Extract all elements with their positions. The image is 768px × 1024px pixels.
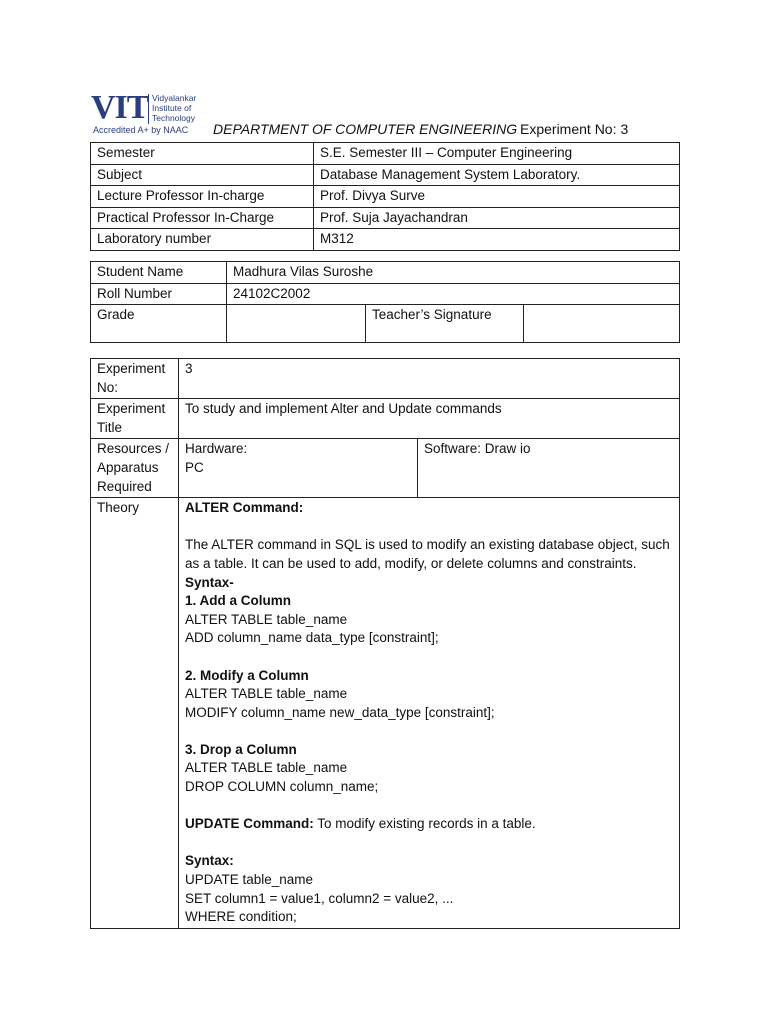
laboratory-number-value: M312 bbox=[314, 229, 680, 251]
table-row bbox=[91, 399, 680, 439]
grade-label: Grade bbox=[91, 305, 227, 343]
experiment-title-value: To study and implement Alter and Update commands bbox=[179, 399, 680, 439]
update-heading: UPDATE Command: bbox=[185, 816, 314, 832]
experiment-title-label bbox=[91, 399, 179, 439]
code-line: ALTER TABLE table_name bbox=[185, 760, 348, 776]
teacher-signature-label: Teacher’s Signature bbox=[366, 305, 524, 343]
lecture-professor-label: Lecture Professor In-charge bbox=[91, 186, 314, 208]
logo-name-line: Vidyalankar bbox=[152, 93, 197, 103]
label-line: No: bbox=[97, 379, 119, 395]
modify-column-heading: 2. Modify a Column bbox=[185, 667, 309, 683]
table-row bbox=[91, 305, 680, 343]
hardware-value: PC bbox=[185, 459, 204, 475]
code-line: ALTER TABLE table_name bbox=[185, 611, 348, 627]
table-row bbox=[91, 143, 680, 165]
logo-divider bbox=[148, 94, 149, 124]
code-line: MODIFY column_name new_data_type [constraint]; bbox=[185, 704, 495, 720]
institute-logo bbox=[91, 89, 201, 136]
resources-label bbox=[91, 439, 179, 498]
department-title: DEPARTMENT OF COMPUTER ENGINEERING bbox=[213, 121, 518, 137]
alter-heading: ALTER Command: bbox=[185, 500, 304, 516]
semester-value: S.E. Semester III – Computer Engineering bbox=[314, 143, 680, 165]
hardware-cell bbox=[179, 439, 418, 498]
table-row bbox=[91, 262, 680, 284]
table-row bbox=[91, 283, 680, 305]
laboratory-number-label: Laboratory number bbox=[91, 229, 314, 251]
alter-description: The ALTER command in SQL is used to modify an existing database object, such as a table. It can be used to add, modify, or delete columns and constraints. bbox=[185, 537, 670, 571]
code-line: DROP COLUMN column_name; bbox=[185, 779, 379, 795]
table-row bbox=[91, 164, 680, 186]
lecture-professor-value: Prof. Divya Surve bbox=[314, 186, 680, 208]
student-name-value: Madhura Vilas Suroshe bbox=[227, 262, 680, 284]
label-line: Required bbox=[97, 478, 152, 494]
experiment-no-label bbox=[91, 359, 179, 399]
teacher-signature-value bbox=[524, 305, 680, 343]
label-line: Experiment bbox=[97, 361, 166, 376]
practical-professor-value: Prof. Suja Jayachandran bbox=[314, 207, 680, 229]
course-info-table bbox=[90, 142, 680, 251]
label-line: Apparatus bbox=[97, 459, 159, 475]
logo-institute-name bbox=[152, 93, 196, 123]
experiment-table bbox=[90, 358, 680, 929]
syntax-heading: Syntax- bbox=[185, 574, 234, 590]
roll-number-label: Roll Number bbox=[91, 283, 227, 305]
label-line: Resources / bbox=[97, 441, 170, 457]
software-cell: Software: Draw io bbox=[418, 439, 680, 498]
subject-label: Subject bbox=[91, 164, 314, 186]
experiment-no-value: 3 bbox=[179, 359, 680, 399]
student-name-label: Student Name bbox=[91, 262, 227, 284]
student-info-table bbox=[90, 261, 680, 343]
experiment-number-header bbox=[516, 121, 628, 137]
add-column-heading: 1. Add a Column bbox=[185, 593, 292, 609]
experiment-number-value: 3 bbox=[620, 121, 629, 137]
hardware-label: Hardware: bbox=[185, 441, 248, 457]
code-line: ADD column_name data_type [constraint]; bbox=[185, 630, 439, 646]
code-line: WHERE condition; bbox=[185, 909, 297, 925]
table-row bbox=[91, 359, 680, 399]
experiment-number-label: Experiment No: bbox=[520, 121, 617, 137]
theory-content bbox=[179, 498, 680, 929]
update-description: To modify existing records in a table. bbox=[313, 816, 536, 832]
table-row bbox=[91, 498, 680, 929]
table-row bbox=[91, 207, 680, 229]
code-line: UPDATE table_name bbox=[185, 872, 314, 888]
logo-name-line: Institute of bbox=[152, 103, 192, 113]
table-row bbox=[91, 439, 680, 498]
table-row bbox=[91, 229, 680, 251]
logo-name-line: Technology bbox=[152, 113, 196, 123]
theory-label: Theory bbox=[91, 498, 179, 929]
label-line: Experiment bbox=[97, 401, 166, 417]
practical-professor-label: Practical Professor In-Charge bbox=[91, 207, 314, 229]
semester-label: Semester bbox=[91, 143, 314, 165]
update-syntax-heading: Syntax: bbox=[185, 853, 234, 869]
code-line: SET column1 = value1, column2 = value2, ... bbox=[185, 890, 454, 906]
drop-column-heading: 3. Drop a Column bbox=[185, 741, 297, 757]
logo-letters: VIT bbox=[91, 89, 149, 126]
logo-accreditation: Accredited A+ by NAAC bbox=[93, 125, 189, 135]
code-line: ALTER TABLE table_name bbox=[185, 686, 348, 702]
table-row bbox=[91, 186, 680, 208]
roll-number-value: 24102C2002 bbox=[227, 283, 680, 305]
subject-value: Database Management System Laboratory. bbox=[314, 164, 680, 186]
update-intro bbox=[185, 815, 673, 834]
grade-value bbox=[227, 305, 366, 343]
label-line: Title bbox=[97, 419, 123, 435]
